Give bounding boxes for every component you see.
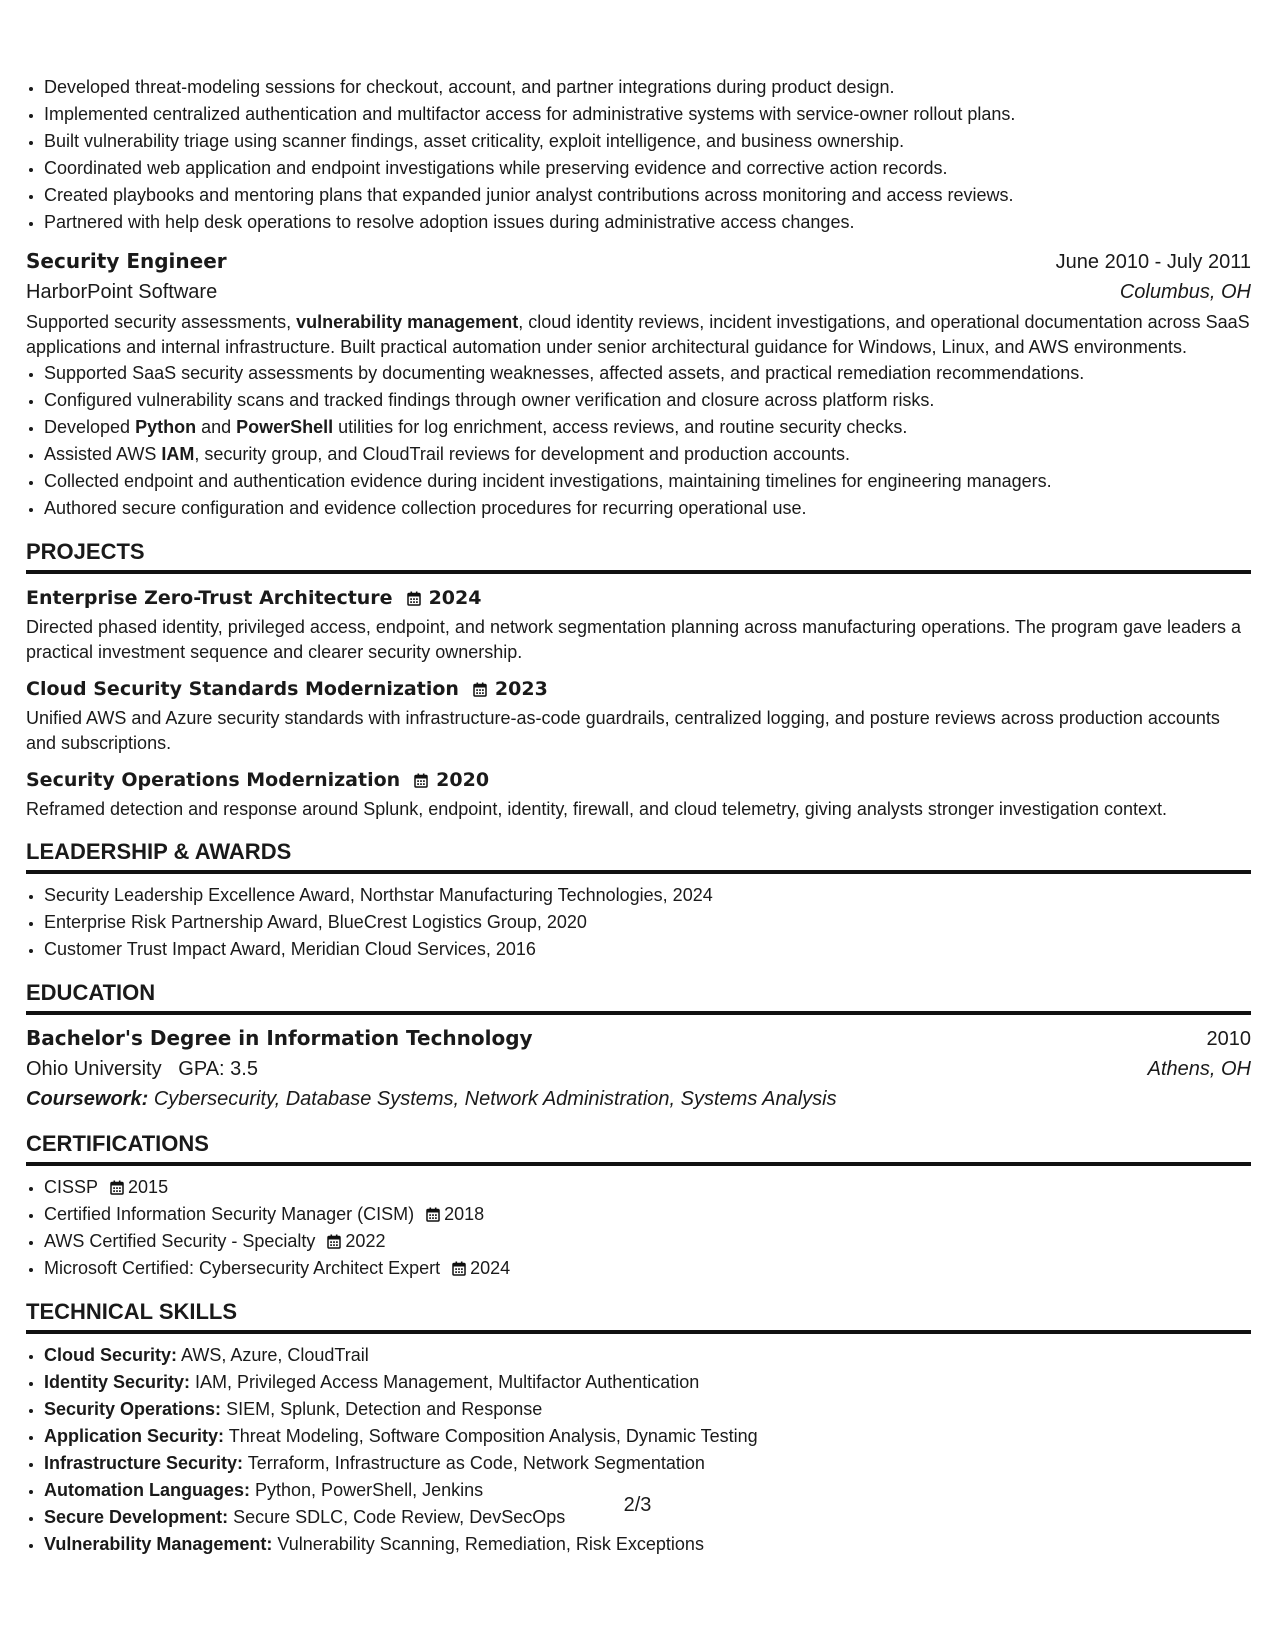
- cert-year: 2018: [444, 1204, 485, 1224]
- skill-value: IAM, Privileged Access Management, Multifactor Authentication: [195, 1372, 700, 1392]
- calendar-icon: [110, 1180, 124, 1195]
- bullet-keyword: PowerShell: [236, 417, 334, 437]
- graduation-year: 2010: [1206, 1028, 1251, 1050]
- job-subheader: [26, 277, 1251, 307]
- skill-value: Secure SDLC, Code Review, DevSecOps: [233, 1507, 566, 1527]
- bullet-text: utilities for log enrichment, access reviews, and routine security checks.: [333, 417, 908, 437]
- list-item: [44, 1396, 1251, 1423]
- school-location: Athens, OH: [1147, 1058, 1251, 1080]
- skill-label: Application Security:: [44, 1426, 225, 1446]
- project-name: Security Operations Modernization: [26, 769, 401, 791]
- bullet-text: Developed: [44, 417, 136, 437]
- cert-name: Microsoft Certified: Cybersecurity Architect Expert: [44, 1258, 441, 1278]
- cert-year: 2024: [470, 1258, 511, 1278]
- section-heading-awards: LEADERSHIP & AWARDS: [26, 838, 1251, 874]
- school-name: Ohio University: [26, 1058, 162, 1080]
- list-item: • Partnered with help desk operations to resolve adoption issues during administrative access changes.: [44, 209, 1251, 236]
- skill-value: SIEM, Splunk, Detection and Response: [226, 1399, 543, 1419]
- education-header: [26, 1023, 1251, 1054]
- list-item: [44, 1423, 1251, 1450]
- calendar-icon: [426, 1207, 440, 1222]
- summary-keyword: vulnerability management: [296, 312, 519, 332]
- skill-value: Terraform, Infrastructure as Code, Network Segmentation: [247, 1453, 705, 1473]
- coursework-label: Coursework:: [26, 1088, 149, 1110]
- awards-list: [26, 882, 1251, 963]
- list-item: • Created playbooks and mentoring plans that expanded junior analyst contributions across monitoring and access reviews.: [44, 182, 1251, 209]
- list-item: [44, 441, 1251, 468]
- coursework: [26, 1084, 1251, 1114]
- project-name: Enterprise Zero-Trust Architecture: [26, 587, 393, 609]
- list-item: [44, 1201, 1251, 1228]
- degree-title: Bachelor's Degree in Information Technology: [26, 1026, 533, 1050]
- job-location: Columbus, OH: [1119, 281, 1251, 303]
- calendar-icon: [414, 773, 428, 788]
- coursework-list: Cybersecurity, Database Systems, Network Administration, Systems Analysis: [153, 1088, 837, 1110]
- calendar-icon: [473, 682, 487, 697]
- skill-value: Threat Modeling, Software Composition Analysis, Dynamic Testing: [228, 1426, 758, 1446]
- section-heading-projects: PROJECTS: [26, 538, 1251, 574]
- list-item: [44, 1369, 1251, 1396]
- list-item: [44, 414, 1251, 441]
- summary-text: Supported security assessments,: [26, 312, 297, 332]
- gpa: GPA: 3.5: [178, 1058, 258, 1080]
- skill-label: Identity Security:: [44, 1372, 191, 1392]
- project-description: Directed phased identity, privileged access, endpoint, and network segmentation planning across manufacturing operations. The program gave leaders a practical investment sequence and clearer security ownership.: [26, 617, 1242, 662]
- bullet-text: , security group, and CloudTrail reviews for development and production accounts.: [194, 444, 851, 464]
- list-item: • Built vulnerability triage using scanner findings, asset criticality, exploit intelligence, and business ownership.: [44, 128, 1251, 155]
- calendar-icon: [327, 1234, 341, 1249]
- project-description: Unified AWS and Azure security standards with infrastructure-as-code guardrails, centralized logging, and posture reviews across production accounts and subscriptions.: [26, 708, 1220, 753]
- skill-label: Cloud Security:: [44, 1345, 178, 1365]
- resume-page: [26, 74, 1251, 1558]
- section-heading-certifications: CERTIFICATIONS: [26, 1130, 1251, 1166]
- job-summary: [26, 310, 1251, 360]
- bullet-keyword: Python: [135, 417, 197, 437]
- list-item: [44, 1174, 1251, 1201]
- job-title: Security Engineer: [26, 249, 227, 273]
- project-year: 2023: [494, 678, 548, 700]
- cert-year: 2022: [345, 1231, 386, 1251]
- list-item: [44, 1342, 1251, 1369]
- skill-value: AWS, Azure, CloudTrail: [181, 1345, 369, 1365]
- cert-name: CISSP: [44, 1177, 99, 1197]
- list-item: [44, 1255, 1251, 1282]
- company-name: HarborPoint Software: [26, 281, 218, 303]
- list-item: • Coordinated web application and endpoint investigations while preserving evidence and corrective action records.: [44, 155, 1251, 182]
- section-heading-education: EDUCATION: [26, 979, 1251, 1015]
- calendar-icon: [452, 1261, 466, 1276]
- skill-value: Vulnerability Scanning, Remediation, Risk Exceptions: [277, 1534, 704, 1554]
- project-year: 2020: [436, 769, 490, 791]
- list-item: • Customer Trust Impact Award, Meridian Cloud Services, 2016: [44, 936, 1251, 963]
- skill-label: Automation Languages:: [44, 1480, 250, 1500]
- skills-list: [26, 1342, 1251, 1558]
- skill-label: Secure Development:: [44, 1507, 229, 1527]
- page-number: 2/3: [623, 1494, 652, 1516]
- section-heading-skills: TECHNICAL SKILLS: [26, 1298, 1251, 1334]
- cert-year: 2015: [128, 1177, 169, 1197]
- project-description: Reframed detection and response around Splunk, endpoint, identity, firewall, and cloud telemetry, giving analysts stronger investigation context.: [26, 799, 1167, 819]
- skill-label: Security Operations:: [44, 1399, 222, 1419]
- list-item: • Authored secure configuration and evidence collection procedures for recurring operational use.: [44, 495, 1251, 522]
- cert-name: AWS Certified Security - Specialty: [44, 1231, 316, 1251]
- calendar-icon: [407, 591, 421, 606]
- certifications-list: [26, 1174, 1251, 1282]
- project-name: Cloud Security Standards Modernization: [26, 678, 459, 700]
- bullet-text: Assisted AWS: [44, 444, 162, 464]
- list-item: • Developed threat-modeling sessions for checkout, account, and partner integrations during product design.: [44, 74, 1251, 101]
- cert-name: Certified Information Security Manager (CISM): [44, 1204, 415, 1224]
- skill-value: Python, PowerShell, Jenkins: [255, 1480, 484, 1500]
- skill-label: Vulnerability Management:: [44, 1534, 273, 1554]
- bullet-text: and: [196, 417, 237, 437]
- job-header: [26, 246, 1251, 277]
- bullet-keyword: IAM: [161, 444, 195, 464]
- list-item: • Configured vulnerability scans and tracked findings through owner verification and closure across platform risks.: [44, 387, 1251, 414]
- skill-label: Infrastructure Security:: [44, 1453, 244, 1473]
- project-header: [26, 584, 1251, 612]
- list-item: • Enterprise Risk Partnership Award, BlueCrest Logistics Group, 2020: [44, 909, 1251, 936]
- list-item: • Collected endpoint and authentication evidence during incident investigations, maintaining timelines for engineering managers.: [44, 468, 1251, 495]
- project-header: [26, 675, 1251, 703]
- list-item: [44, 1450, 1251, 1477]
- experience-bullets-previous: [26, 74, 1251, 236]
- project-header: [26, 766, 1251, 794]
- project-year: 2024: [428, 587, 482, 609]
- school-line: [26, 1054, 258, 1084]
- list-item: [44, 1531, 1251, 1558]
- job-dates: June 2010 - July 2011: [1055, 251, 1251, 273]
- list-item: • Supported SaaS security assessments by documenting weaknesses, affected assets, and practical remediation recommendations.: [44, 360, 1251, 387]
- summary-text: , cloud identity reviews, incident investigations, and operational documentation across SaaS applications and internal infrastructure. Built practical automation under senior architectural guidance for Windows, Linux, and AWS environments.: [26, 312, 1250, 357]
- job-bullets: [26, 360, 1251, 522]
- list-item: • Implemented centralized authentication and multifactor access for administrative systems with service-owner rollout plans.: [44, 101, 1251, 128]
- list-item: • Security Leadership Excellence Award, Northstar Manufacturing Technologies, 2024: [44, 882, 1251, 909]
- education-subheader: [26, 1054, 1251, 1084]
- list-item: [44, 1228, 1251, 1255]
